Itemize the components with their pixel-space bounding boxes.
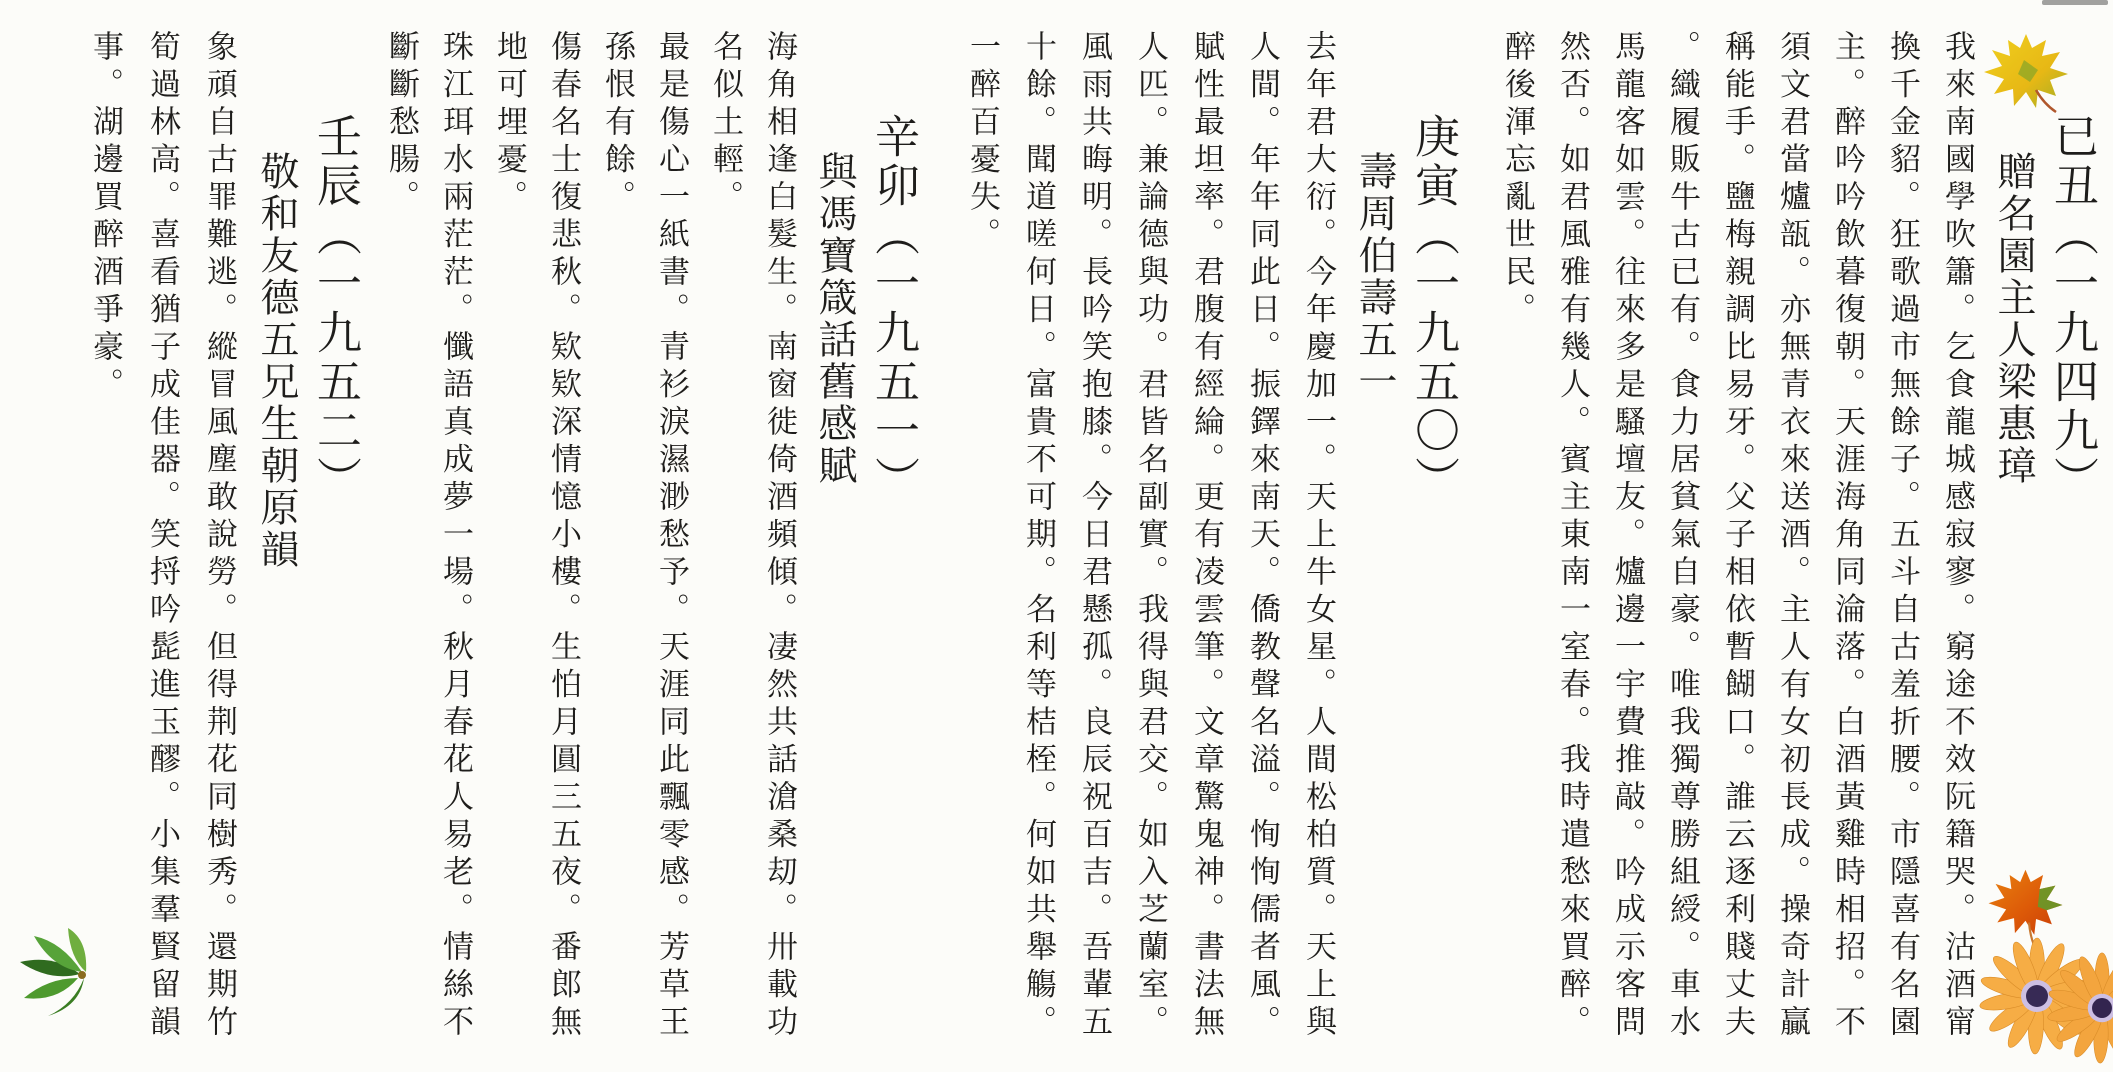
poem-line: 孫恨有餘。 (600, 30, 635, 218)
poem-line: 然否。如君風雅有幾人。賓主東南一室春。我時遣愁來買醉。 (1555, 30, 1590, 1043)
poem-line: 。織履販牛古已有。食力居貧氣自豪。唯我獨尊勝組綬。車水 (1665, 30, 1700, 1043)
poem-section-1951 (374, 0, 924, 1072)
poem-line: 人匹。兼論德與功。君皆名副實。我得與君交。如入芝蘭室。 (1133, 30, 1168, 1043)
poem-section-1949 (1490, 0, 2103, 1072)
poem-section-1952 (77, 0, 366, 1072)
poem-line: 風雨共晦明。長吟笑抱膝。今日君懸孤。良辰祝百吉。吾輩五 (1077, 30, 1112, 1043)
poem-line: 主。醉吟吟飲暮復朝。天涯海角同淪落。白酒黃雞時相招。不 (1830, 30, 1865, 1043)
poem-line: 名似土輕。 (708, 30, 743, 218)
poem-line: 珠江珥水兩茫茫。懺語真成夢一場。秋月春花人易老。情絲不 (438, 30, 473, 1043)
poem-line: 馬龍客如雲。往來多是騷壇友。爐邊一宇費推敲。吟成示客問 (1610, 30, 1645, 1043)
poem-line: 人間。年年同此日。振鐸來南天。僑教聲名溢。恂恂儒者風。 (1245, 30, 1280, 1043)
poem-title: 壬辰（一九五二） (310, 113, 360, 505)
poem-line: 海角相逢白髮生。南窗徙倚酒頻傾。凄然共話滄桑刧。卅載功 (762, 30, 797, 1043)
poem-line: 稱能手。鹽梅親調比易牙。父子相依暫餬口。誰云逐利賤丈夫 (1720, 30, 1755, 1043)
poem-title: 庚寅（一九五〇） (1408, 113, 1458, 505)
poem-line: 傷春名士復悲秋。欵欵深情憶小樓。生怕月圓三五夜。番郎無 (546, 30, 581, 1043)
poem-line: 最是傷心一紙書。青衫淚濕渺愁予。天涯同此飄零感。芳草王 (654, 30, 689, 1043)
poem-subtitle: 與馮寶箴話舊感賦 (813, 151, 856, 487)
poem-subtitle: 壽周伯壽五一 (1353, 151, 1396, 403)
poem-line: 醉後渾忘亂世民。 (1500, 30, 1535, 330)
poem-line: 事。湖邊買醉酒爭豪。 (88, 30, 123, 405)
scan-artifact (2042, 0, 2108, 5)
poem-title: 已丑（一九四九） (2047, 113, 2097, 505)
poem-subtitle: 贈名園主人梁惠璋 (1992, 151, 2035, 487)
poem-line: 我來南國學吹簫。乞食龍城感寂寥。窮途不效阮籍哭。沽酒甯 (1940, 30, 1975, 1043)
poem-line: 筍過林高。喜看猶子成佳器。笑捋吟髭進玉醪。小集羣賢留韻 (145, 30, 180, 1043)
poem-title: 辛卯（一九五一） (868, 113, 918, 505)
poem-line: 十餘。聞道嗟何日。富貴不可期。名利等桔桎。何如共舉觴。 (1021, 30, 1056, 1043)
poem-line: 象頑自古罪難逃。縱冒風塵敢說勞。但得荆花同樹秀。還期竹 (202, 30, 237, 1043)
poem-line: 地可埋憂。 (492, 30, 527, 218)
poem-subtitle: 敬和友德五兄生朝原韻 (255, 151, 298, 571)
poem-line: 斷斷愁腸。 (384, 30, 419, 218)
poem-line: 換千金貂。狂歌過市無餘子。五斗自古羞折腰。市隱喜有名園 (1885, 30, 1920, 1043)
poem-line: 賦性最坦率。君腹有經綸。更有凌雲筆。文章驚鬼神。書法無 (1189, 30, 1224, 1043)
poem-section-1950 (954, 0, 1464, 1072)
poem-line: 一醉百憂失。 (965, 30, 1000, 255)
poem-line: 去年君大衍。今年慶加一。天上牛女星。人間松柏質。天上與 (1301, 30, 1336, 1043)
poem-line: 須文君當爐瓿。亦無青衣來送酒。主人有女初長成。操奇計贏 (1775, 30, 1810, 1043)
